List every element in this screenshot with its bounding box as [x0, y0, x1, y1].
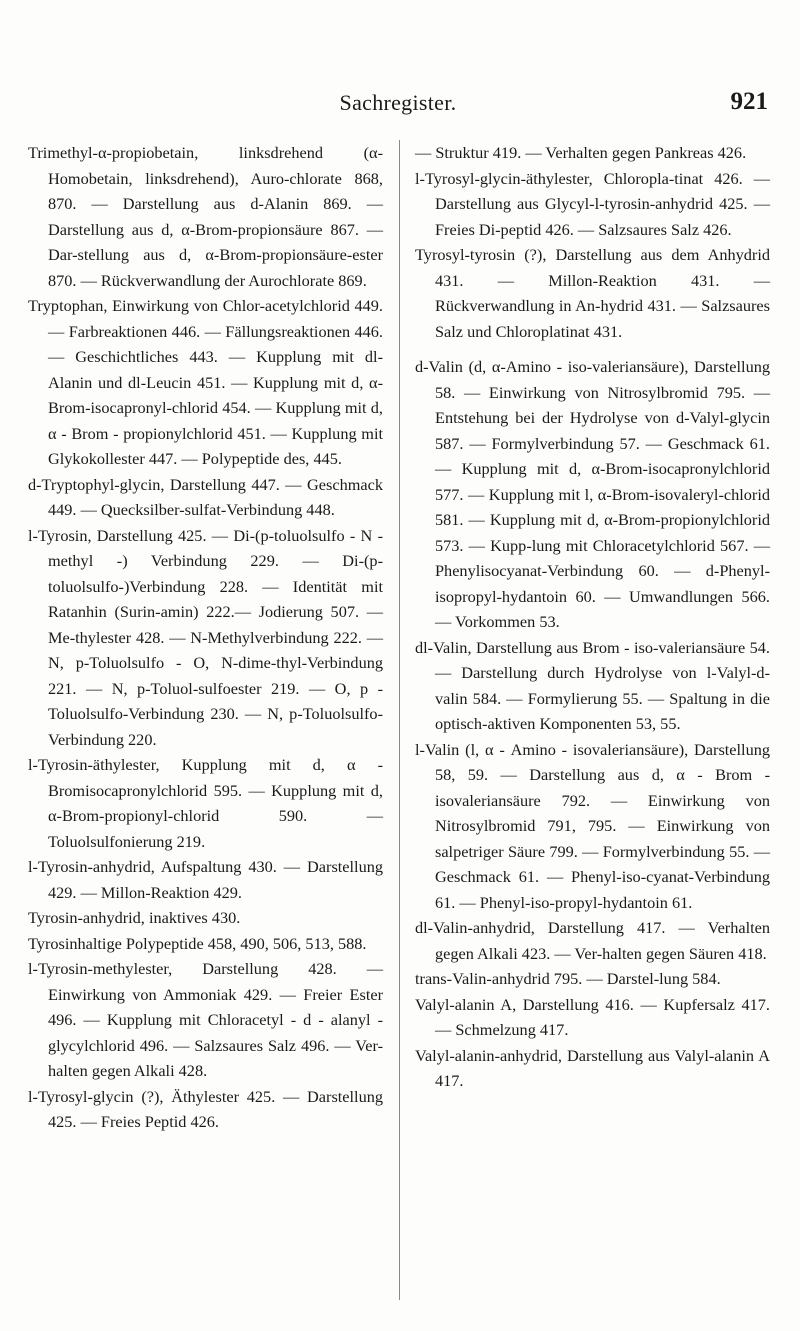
page-title: Sachregister. — [339, 90, 457, 115]
index-entry: d-Valin (d, α-Amino - iso-valeriansäure), Darstellung 58. — Einwirkung von Nitrosylbromid 795. — Entstehung bei der Hydrolyse von d-Valyl-glycin 587. — Formylverbindung 57. — Geschmack 61. — Kupplung mit d, α-Brom-isocapronylchlorid 577. — Kupplung mit l, α-Brom-isovaleryl-chlorid 581. — Kupplung mit d, α-Brom-propionylchlorid 573. — Kupp-lung mit Chloracetylchlorid 567. — Phenylisocyanat-Verbindung 60. — d-Phenyl-isopropyl-hydantoin 60. — Umwandlungen 566. — Vorkommen 53. — [415, 357, 770, 631]
right-column — [415, 140, 770, 1094]
index-entry: Tryptophan, Einwirkung von Chlor-acetylchlorid 449. — Farbreaktionen 446. — Fällungsreaktionen 446. — Geschichtliches 443. — Kupplung mit dl-Alanin und dl-Leucin 451. — Kupplung mit d, α-Brom-isocapronyl-chlorid 454. — Kupplung mit d, α - Brom - propionylchlorid 451. — Kupplung mit Glykokollester 447. — Polypeptide des, 445. — [28, 296, 383, 468]
index-entry: l-Tyrosin-anhydrid, Aufspaltung 430. — Darstellung 429. — Millon-Reaktion 429. — [28, 857, 383, 902]
index-entry: dl-Valin-anhydrid, Darstellung 417. — Verhalten gegen Alkali 423. — Ver-halten gegen Säuren 418. — [415, 918, 770, 963]
page-header — [28, 90, 768, 120]
index-entry: d-Tryptophyl-glycin, Darstellung 447. — Geschmack 449. — Quecksilber-sulfat-Verbindung 448. — [28, 474, 383, 519]
column-divider — [399, 140, 400, 1300]
index-entry: l-Tyrosin, Darstellung 425. — Di-(p-toluolsulfo - N - methyl -) Verbindung 229. — Di-(p-toluolsulfo-)Verbindung 228. — Identität mit Ratanhin (Surin-amin) 222.— Jodierung 507. — Me-thylester 428. — N-Methylverbindung 222. — N, p-Toluolsulfo - O, N-dime-thyl-Verbindung 221. — N, p-Toluol-sulfoester 219. — O, p - Toluolsulfo-Verbindung 230. — N, p-Toluolsulfo-Verbindung 220. — [28, 525, 383, 749]
index-entry: dl-Valin, Darstellung aus Brom - iso-valeriansäure 54. — Darstellung durch Hydrolyse von l-Valyl-d-valin 584. — Formylierung 55. — Spaltung in die optisch-aktiven Komponenten 53, 55. — [415, 637, 770, 733]
index-entry: Valyl-alanin A, Darstellung 416. — Kupfersalz 417. — Schmelzung 417. — [415, 994, 770, 1039]
index-entry: l-Tyrosyl-glycin (?), Äthylester 425. — Darstellung 425. — Freies Peptid 426. — [28, 1086, 383, 1131]
index-entry: l-Tyrosyl-glycin-äthylester, Chloropla-tinat 426. — Darstellung aus Glycyl-l-tyrosin-anhydrid 425. — Freies Di-peptid 426. — Salzsaures Salz 426. — [415, 168, 770, 239]
index-entry: Trimethyl-α-propiobetain, linksdrehend (α-Homobetain, linksdrehend), Auro-chlorate 868, 870. — Darstellung aus d-Alanin 869. — Darstellung aus d, α-Brom-propionsäure 867. — Dar-stellung aus d, α-Brom-propionsäure-ester 870. — Rückverwandlung der Aurochlorate 869. — [28, 143, 383, 290]
left-column — [28, 140, 383, 1135]
index-entry: l-Tyrosin-methylester, Darstellung 428. — Einwirkung von Ammoniak 429. — Freier Ester 496. — Kupplung mit Chloracetyl - d - alanyl - glycylchlorid 496. — Salzsaures Salz 496. — Ver-halten gegen Alkali 428. — [28, 959, 383, 1080]
index-entry: l-Valin (l, α - Amino - isovaleriansäure), Darstellung 58, 59. — Darstellung aus d, α - Brom - isovaleriansäure 792. — Einwirkung von Nitrosylbromid 791, 795. — Einwirkung von salpetriger Säure 799. — Formylverbindung 55. — Geschmack 61. — Phenyl-iso-cyanat-Verbindung 61. — Phenyl-iso-propyl-hydantoin 61. — [415, 739, 770, 912]
index-entry: trans-Valin-anhydrid 795. — Darstel-lung 584. — [415, 969, 721, 988]
index-entry: Tyrosin-anhydrid, inaktives 430. — [28, 908, 241, 927]
index-entry: Tyrosinhaltige Polypeptide 458, 490, 506, 513, 588. — [28, 933, 367, 953]
index-entry: — Struktur 419. — Verhalten gegen Pankreas 426. — [415, 143, 747, 162]
index-entry: Valyl-alanin-anhydrid, Darstellung aus Valyl-alanin A 417. — [415, 1045, 770, 1090]
page-number: 921 — [730, 88, 768, 115]
index-entry: l-Tyrosin-äthylester, Kupplung mit d, α - Bromisocapronylchlorid 595. — Kupplung mit d, α-Brom-propionyl-chlorid 590. — Toluolsulfonierung 219. — [28, 755, 383, 851]
index-entry: Tyrosyl-tyrosin (?), Darstellung aus dem Anhydrid 431. — Millon-Reaktion 431. — Rückverwandlung in An-hydrid 431. — Salzsaures Salz und Chloroplatinat 431. — [415, 245, 770, 341]
